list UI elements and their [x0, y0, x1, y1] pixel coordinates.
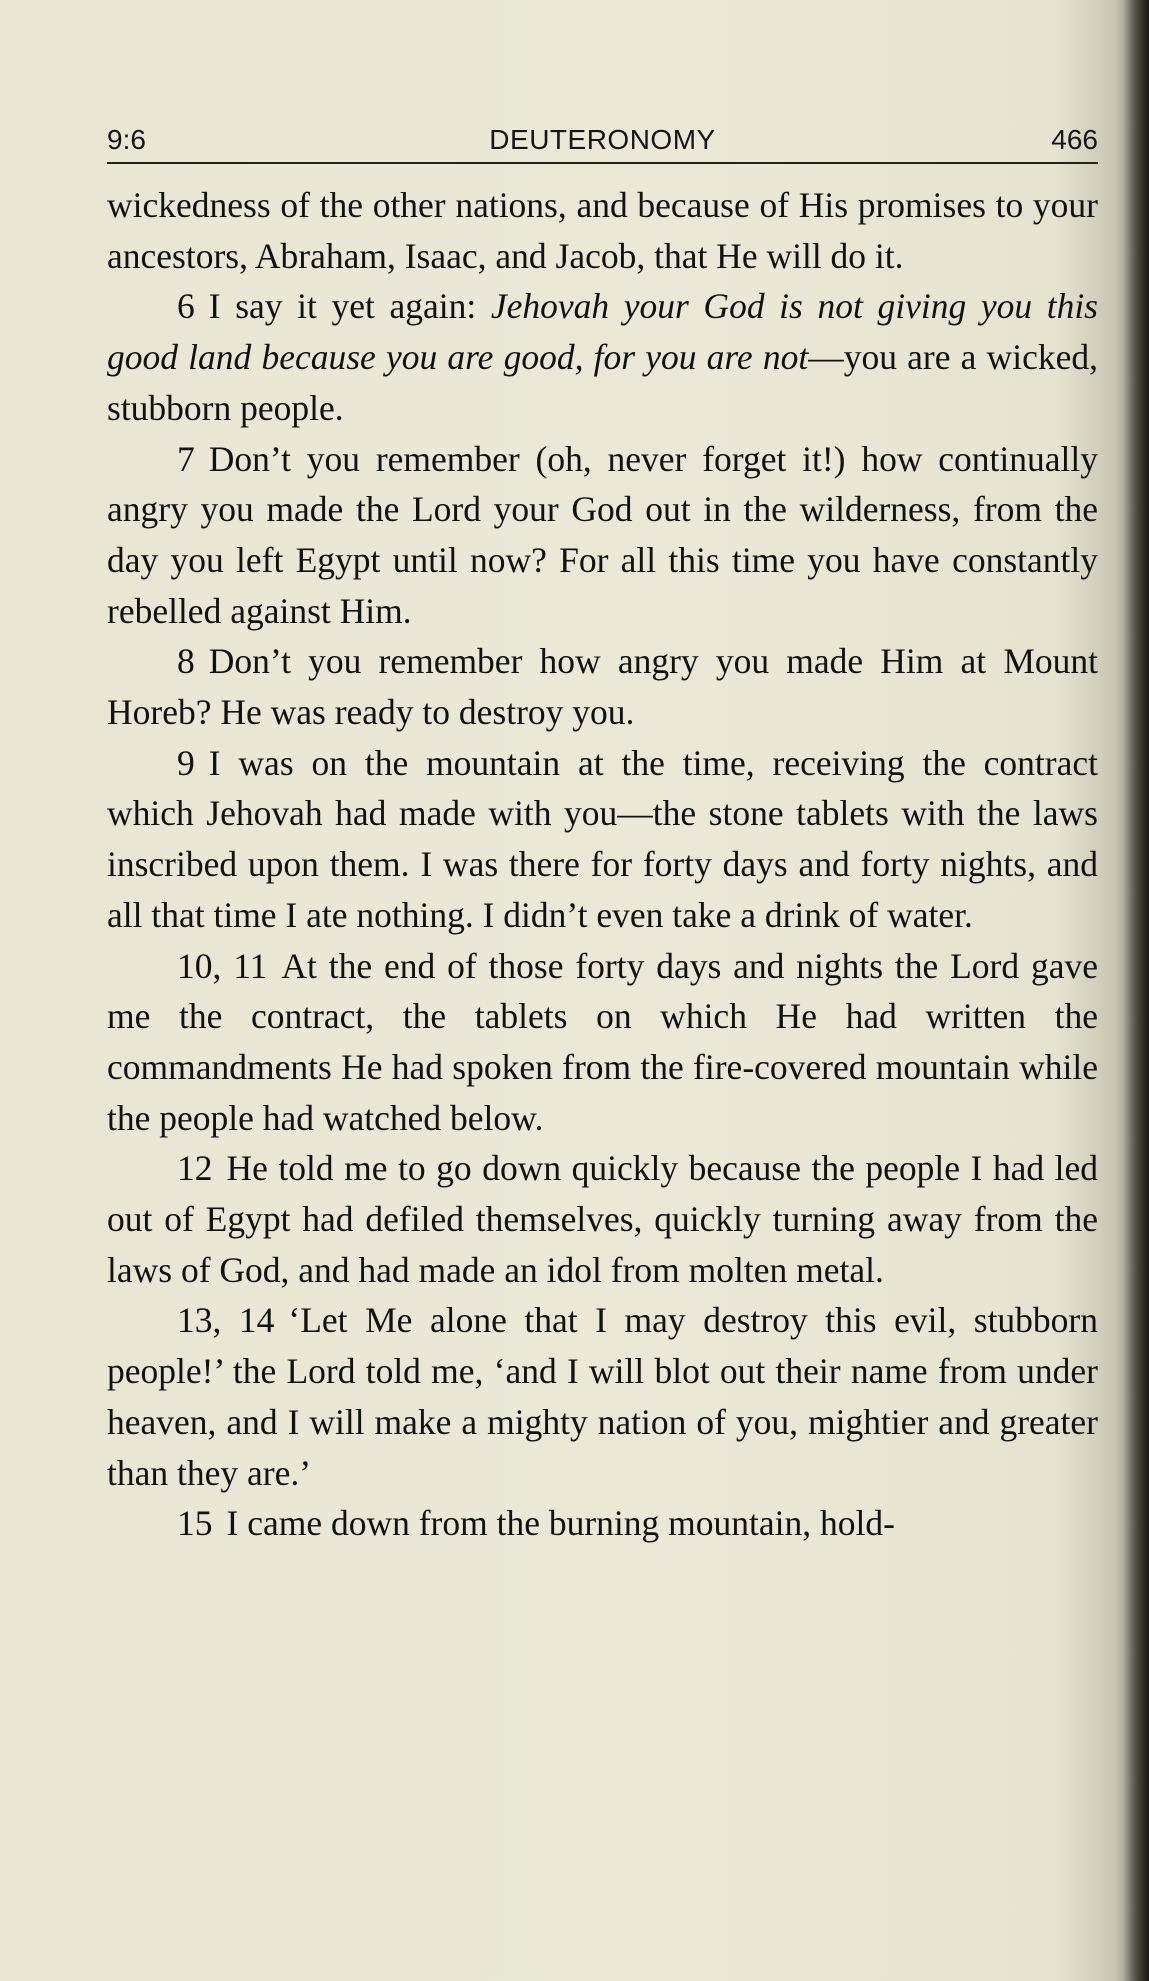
- header-rule: [107, 162, 1098, 164]
- verse-6: [107, 281, 1098, 433]
- verse-8: [107, 636, 1098, 737]
- verse-9: [107, 738, 1098, 941]
- verse-text: I came down from the burning mountain, hold-: [226, 1503, 895, 1544]
- verse-number: 7: [177, 438, 195, 479]
- verse-13-14: [107, 1295, 1098, 1498]
- body-text: [107, 180, 1098, 1549]
- verse-number: 8: [177, 641, 195, 682]
- verse-number: 9: [177, 742, 195, 783]
- paragraph-text: wickedness of the other nations, and because of His promises to your ancestors, Abraham, Isaac, and Jacob, that He will do it.: [107, 185, 1098, 276]
- verse-number: 6: [177, 286, 195, 327]
- verse-text: Don’t you remember (oh, never forget it!) how continually angry you made the Lord your God out in the wilderness, from the day you left Egypt until now? For all this time you have constantly rebelled against Him.: [107, 438, 1098, 631]
- running-head: [107, 118, 1098, 162]
- paragraph-continued: [107, 180, 1098, 281]
- verse-text: I say it yet again:: [208, 286, 491, 327]
- verse-text: I was on the mountain at the time, receiving the contract which Jehovah had made with you—the stone tablets with the laws inscribed upon them. I was there for forty days and forty nights, and all that time I ate nothing. I didn’t even take a drink of water.: [107, 742, 1098, 935]
- verse-number: 15: [177, 1503, 213, 1544]
- verse-number: 10, 11: [177, 945, 268, 986]
- page-number: 466: [1051, 124, 1098, 155]
- verse-text: Don’t you remember how angry you made Him at Mount Horeb? He was ready to destroy you.: [107, 641, 1098, 733]
- verse-12: [107, 1143, 1098, 1295]
- verse-7: [107, 434, 1098, 637]
- verse-text: He told me to go down quickly because the people I had led out of Egypt had defiled themselves, quickly turning away from the laws of God, and had made an idol from molten metal.: [107, 1148, 1098, 1290]
- verse-text-end: —you are a wicked, stubborn people.: [107, 337, 1098, 428]
- binding-shadow: [1123, 0, 1149, 1981]
- verse-15: [107, 1498, 1098, 1549]
- chapter-verse-ref: 9:6: [107, 124, 146, 155]
- verse-10-11: [107, 941, 1098, 1144]
- verse-text-italic: Jehovah your God is not giving you this good land because you are good, for you are not: [107, 286, 1098, 378]
- book-title: DEUTERONOMY: [489, 124, 716, 155]
- verse-number: 12: [177, 1148, 213, 1189]
- verse-text: ‘Let Me alone that I may destroy this evil, stubborn people!’ the Lord told me, ‘and I will blot out their name from under heaven, and I will make a mighty nation of you, mightier and greater than they are.’: [107, 1300, 1098, 1493]
- verse-text: At the end of those forty days and nights the Lord gave me the contract, the tablets on which He had written the commandments He had spoken from the fire-covered mountain while the people had watched below.: [107, 945, 1098, 1138]
- verse-number: 13, 14: [177, 1300, 275, 1341]
